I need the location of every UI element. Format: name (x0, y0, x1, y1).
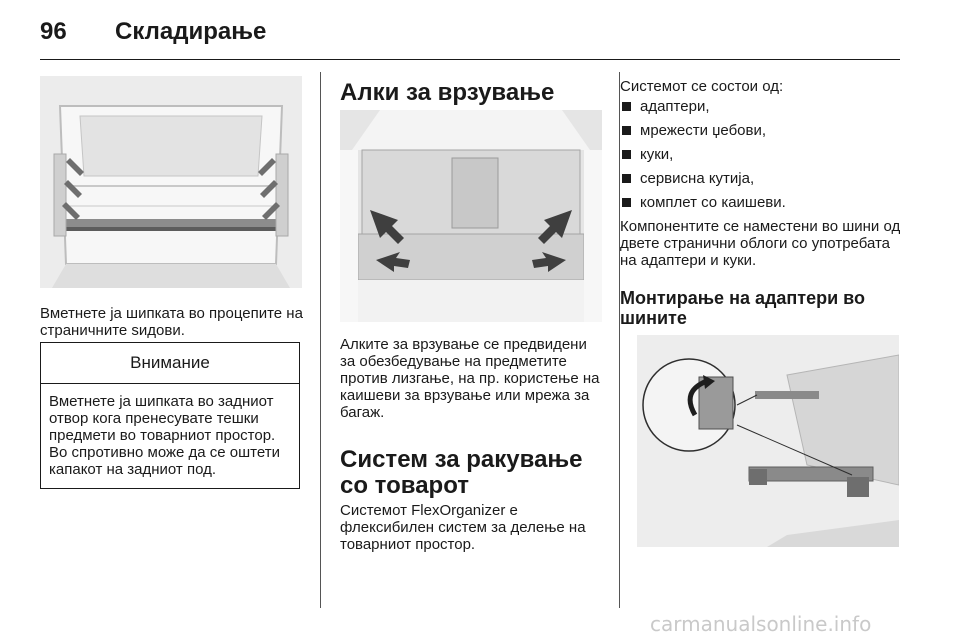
figure-cargo-bar (40, 76, 302, 288)
warning-body: Вметнете ја шипката во задниот отвор кога пренесувате тешки предмети во товарниот простор. Во спротивно може да се оштети капакот на задниот под. (49, 393, 280, 478)
list-item: мрежести џебови, (620, 122, 910, 139)
page-header (0, 0, 960, 60)
heading-mounting: Монтирање на адаптери во шините (620, 288, 865, 328)
heading-tie-rings: Алки за врзување (340, 79, 555, 106)
list-item: комплет со каишеви. (620, 194, 910, 211)
page-title: Складирање (115, 18, 267, 45)
heading-load-system: Систем за ракување со товарот (340, 446, 583, 499)
paragraph-flexorganizer: Системот FlexOrganizer е флексибилен систем за делење на товарниот простор. (340, 502, 586, 553)
warning-title: Внимание (41, 343, 299, 384)
header-rule (40, 59, 900, 60)
system-intro: Системот се состои од: (620, 78, 784, 95)
component-list (620, 98, 910, 218)
paragraph-tie-rings: Алките за врзување се предвидени за обезбедување на предметите против лизгање, на пр. користење на каишеви за врзување или мрежа за багаж. (340, 336, 600, 421)
tie-rings-illustration (340, 110, 602, 322)
bullet-icon (622, 198, 631, 207)
bullet-icon (622, 126, 631, 135)
warning-box (40, 342, 300, 489)
figure-tie-rings (340, 110, 602, 322)
bullet-icon (622, 150, 631, 159)
page-number: 96 (40, 18, 67, 45)
caption-left: Вметнете ја шипката во процепите на страничните ѕидови. (40, 305, 303, 339)
figure-adapters (637, 335, 899, 547)
cargo-bar-illustration (40, 76, 302, 288)
bullet-icon (622, 102, 631, 111)
adapters-illustration (637, 335, 899, 547)
bullet-icon (622, 174, 631, 183)
list-item: сервисна кутија, (620, 170, 910, 187)
list-item: куки, (620, 146, 910, 163)
watermark: carmanualsonline.info (650, 612, 872, 636)
paragraph-components: Компонентите се наместени во шини од двете странични облоги со употребата на адаптери и куки. (620, 218, 901, 269)
list-item: адаптери, (620, 98, 910, 115)
column-separator-1 (320, 72, 321, 608)
